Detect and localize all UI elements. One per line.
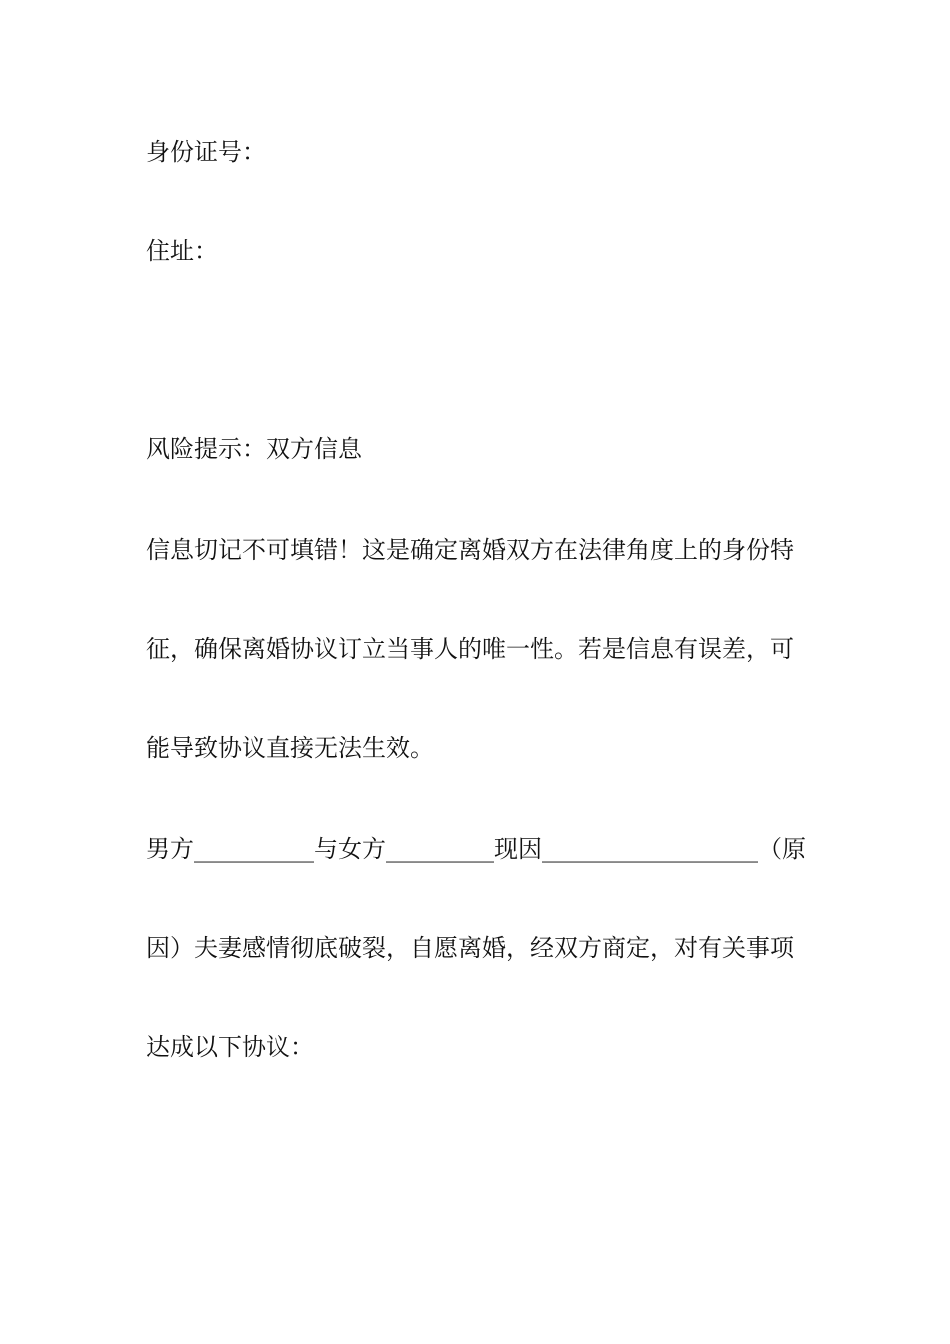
risk-tip-heading: 风险提示：双方信息 <box>146 435 362 463</box>
risk-tip-text-line-3: 能导致协议直接无法生效。 <box>146 734 434 762</box>
agreement-text-line-3: 达成以下协议： <box>146 1033 314 1061</box>
id-number-label: 身份证号： <box>146 138 266 166</box>
risk-tip-text-line-1: 信息切记不可填错！这是确定离婚双方在法律角度上的身份特 <box>146 536 794 564</box>
address-label: 住址： <box>146 237 218 265</box>
agreement-text-line-1: 男方__________与女方_________现因__________________（原 <box>146 835 806 863</box>
agreement-text-line-2: 因）夫妻感情彻底破裂，自愿离婚，经双方商定，对有关事项 <box>146 934 794 962</box>
risk-tip-text-line-2: 征，确保离婚协议订立当事人的唯一性。若是信息有误差，可 <box>146 635 794 663</box>
